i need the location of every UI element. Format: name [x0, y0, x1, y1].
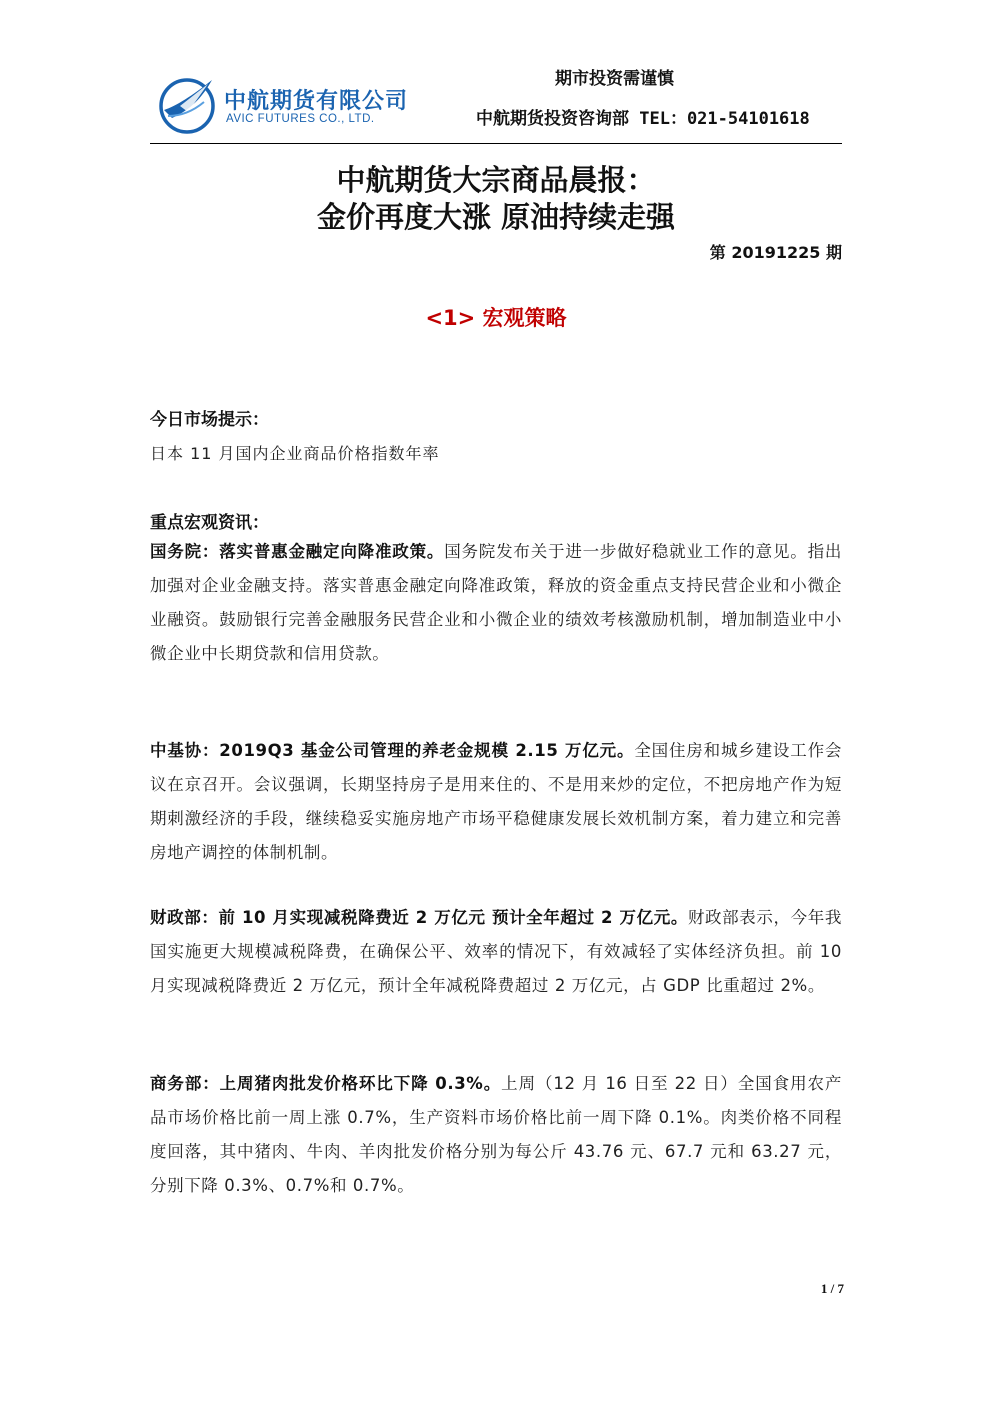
- news-body: 上周（12 月 16 日至 22 日）全国食用农产品市场价格比前一周上涨 0.7%，生产资料市场价格比前一周下降 0.1%。肉类价格不同程度回落，其中猪肉、牛肉、羊肉批发价格分别为每公斤 43.76 元、67.7 元和 63.27 元，分别下降 0.3%、0.7%和 0.7%。: [150, 1074, 842, 1195]
- news-body: 财政部表示，今年我国实施更大规模减税降费，在确保公平、效率的情况下，有效减轻了实体经济负担。前 10 月实现减税降费近 2 万亿元，预计全年减税降费超过 2 万亿元，占 GDP 比重超过 2%。: [150, 908, 842, 995]
- report-title-line1: 中航期货大宗商品晨报：: [336, 163, 656, 197]
- news-body: 国务院发布关于进一步做好稳就业工作的意见。指出加强对企业金融支持。落实普惠金融定向降准政策，释放的资金重点支持民营企业和小微企业融资。鼓励银行完善金融服务民营企业和小微企业的绩效考核激励机制，增加制造业中小微企业中长期贷款和信用贷款。: [150, 542, 842, 663]
- logo-badge-text: AVIC: [175, 119, 192, 126]
- logo-company-name-en: AVIC FUTURES CO., LTD.: [226, 113, 375, 125]
- news-headline: 国务院：落实普惠金融定向降准政策。: [150, 542, 445, 561]
- market-tips-heading: 今日市场提示：: [150, 410, 269, 430]
- news-headline: 财政部：前 10 月实现减税降费近 2 万亿元 预计全年超过 2 万亿元。: [150, 908, 688, 927]
- macro-news-heading: 重点宏观资讯：: [150, 513, 269, 533]
- contact-line: 中航期货投资咨询部 TEL：021-54101618: [476, 109, 810, 129]
- market-tips-item: 日本 11 月国内企业商品价格指数年率: [150, 444, 440, 463]
- news-body: 全国住房和城乡建设工作会议在京召开。会议强调，长期坚持房子是用来住的、不是用来炒的定位，不把房地产作为短期刺激经济的手段，继续稳妥实施房地产市场平稳健康发展长效机制方案，着力建立和完善房地产调控的体制机制。: [150, 741, 842, 862]
- header-divider: [150, 143, 842, 144]
- risk-warning: 期市投资需谨慎: [555, 69, 674, 89]
- issue-number: 第 20191225 期: [709, 243, 842, 262]
- avic-plane-logo-icon: [158, 76, 216, 134]
- news-headline: 商务部：上周猪肉批发价格环比下降 0.3%。: [150, 1074, 502, 1093]
- news-item: [150, 535, 842, 671]
- news-headline: 中基协：2019Q3 基金公司管理的养老金规模 2.15 万亿元。: [150, 741, 635, 760]
- section-title: <1> 宏观策略: [425, 306, 567, 330]
- news-item: [150, 901, 842, 1003]
- company-logo: [158, 76, 418, 136]
- news-item: [150, 1067, 842, 1203]
- logo-company-name-cn: 中航期货有限公司: [224, 89, 409, 114]
- report-title-line2: 金价再度大涨 原油持续走强: [316, 200, 676, 234]
- page-number: 1 / 7: [820, 1281, 844, 1296]
- news-item: [150, 734, 842, 870]
